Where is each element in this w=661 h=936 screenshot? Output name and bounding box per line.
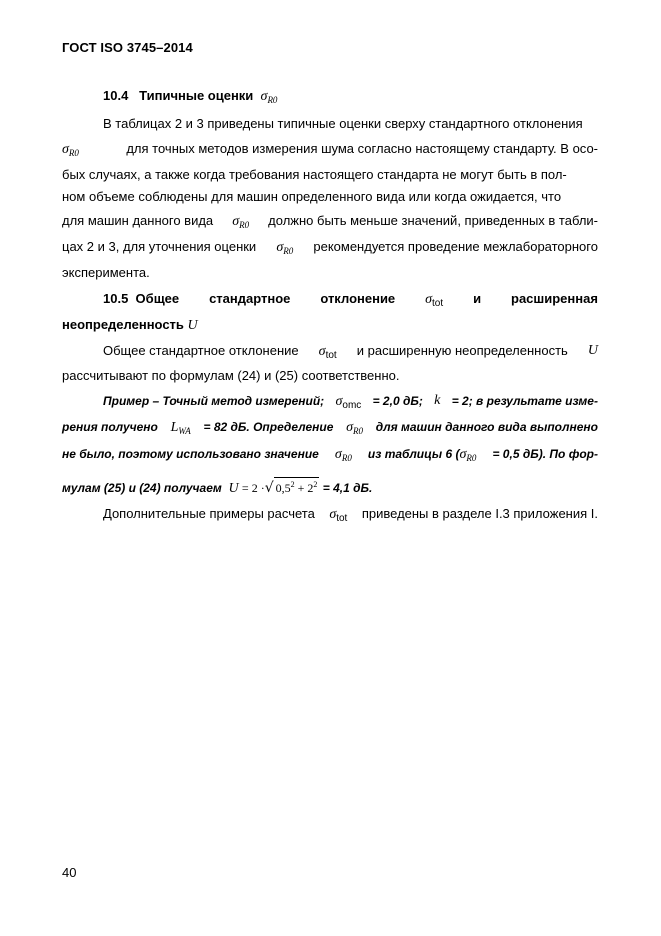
- paragraph-line: [62, 367, 598, 385]
- section-10-4-heading: [103, 87, 598, 105]
- text-span: Пример – Точный метод измерений;: [103, 394, 325, 408]
- text-span: должно быть меньше значений, приведенных в табли-: [268, 213, 598, 228]
- subscript-tot: tot: [336, 513, 348, 524]
- text-span: Дополнительные примеры расчета: [103, 506, 315, 521]
- sqrt-icon: √: [264, 480, 274, 496]
- example-line: [62, 418, 598, 436]
- formula-eq: = 2 ·: [241, 481, 265, 495]
- text-span: приведены в разделе I.3 приложения I.: [361, 506, 598, 521]
- section-10-5-heading: [103, 290, 598, 308]
- document-header: ГОСТ ISO 3745–2014: [62, 40, 193, 55]
- sigma-symbol: σ: [318, 344, 326, 359]
- subscript-tot: tot: [325, 350, 337, 361]
- text-span: = 82 дБ. Определение: [203, 420, 334, 434]
- sigma-symbol: σ: [260, 89, 268, 104]
- text-span: ном объеме соблюдены для машин определенного вида или когда ожидается, что: [62, 189, 562, 204]
- sigma-symbol: σ: [232, 214, 240, 229]
- text-span: для машин данного вида: [62, 213, 214, 228]
- subscript-wa: WA: [178, 426, 191, 436]
- example-line: [62, 445, 598, 463]
- text-span: рассчитывают по формулам (24) и (25) соответственно.: [62, 368, 400, 383]
- text-span: эксперимента.: [62, 265, 150, 280]
- paragraph-line: [62, 188, 598, 206]
- page-number: 40: [62, 865, 77, 880]
- paragraph-line: [62, 238, 598, 256]
- u-symbol: U: [587, 343, 598, 358]
- l-symbol: L: [170, 420, 179, 435]
- formula: [228, 481, 322, 495]
- text-span: не было, поэтому использовано значение: [62, 447, 319, 461]
- text-span: для точных методов измерения шума согласно настоящему стандарту. В осо-: [126, 141, 598, 156]
- sigma-symbol: σ: [276, 240, 284, 255]
- paragraph-line: [62, 212, 598, 230]
- paragraph-line: [103, 342, 598, 360]
- text-span: и расширенную неопределенность: [356, 343, 568, 358]
- subscript-r0: R0: [68, 148, 79, 158]
- text-span: бых случаях, а также когда требования настоящего стандарта не могут быть в пол-: [62, 167, 567, 182]
- text-span: из таблицы 6 (: [367, 447, 460, 461]
- paragraph-line: [103, 505, 598, 523]
- paragraph-line: [62, 264, 598, 282]
- sigma-symbol: σ: [62, 142, 69, 157]
- text-span: мулам (25) и (24) получаем: [62, 481, 222, 495]
- subscript-r0: R0: [341, 453, 352, 463]
- paragraph-line: [103, 115, 598, 133]
- sigma-symbol: σ: [329, 507, 337, 522]
- heading-word: стандартное: [209, 291, 291, 306]
- radicand: $0,5^2 + 2^2$: [274, 477, 320, 495]
- sigma-symbol: σ: [334, 447, 342, 462]
- sigma-symbol: σ: [425, 292, 433, 307]
- subscript-r0: R0: [239, 220, 250, 230]
- u-symbol: U: [187, 318, 198, 333]
- subscript-r0: R0: [267, 95, 278, 105]
- heading-word: отклонение: [320, 291, 396, 306]
- text-span: = 4,1 дБ.: [322, 481, 373, 495]
- text-span: рения получено: [62, 420, 158, 434]
- section-title: Типичные оценки: [139, 88, 254, 103]
- heading-word: неопределенность: [62, 317, 184, 332]
- subscript-omc: omc: [342, 400, 362, 411]
- sigma-symbol: σ: [459, 447, 467, 462]
- text-span: = 0,5 дБ). По фор-: [492, 447, 598, 461]
- k-symbol: k: [434, 393, 441, 408]
- text-span: для машин данного вида выполнено: [375, 420, 598, 434]
- paragraph-line: [62, 140, 598, 158]
- section-number: 10.5 Общее: [103, 291, 180, 306]
- example-line: [103, 392, 598, 410]
- section-number: 10.4: [103, 88, 129, 103]
- paragraph-line: [62, 166, 598, 184]
- sigma-symbol: σ: [335, 394, 343, 409]
- example-line: [62, 477, 598, 495]
- text-span: рекомендуется проведение межлабораторного: [313, 239, 598, 254]
- u-symbol: U: [228, 481, 239, 496]
- subscript-tot: tot: [432, 298, 444, 309]
- heading-word: и: [473, 291, 482, 306]
- subscript-r0: R0: [466, 453, 477, 463]
- heading-word: расширенная: [511, 291, 598, 306]
- section-10-5-heading-cont: [62, 316, 598, 334]
- text-span: Общее стандартное отклонение: [103, 343, 299, 358]
- sigma-symbol: σ: [346, 420, 353, 435]
- text-span: цах 2 и 3, для уточнения оценки: [62, 239, 257, 254]
- text-span: В таблицах 2 и 3 приведены типичные оценки сверху стандартного отклонения: [103, 116, 583, 131]
- text-span: = 2; в результате изме-: [451, 394, 598, 408]
- subscript-r0: R0: [353, 426, 363, 436]
- subscript-r0: R0: [283, 246, 294, 256]
- text-span: = 2,0 дБ;: [372, 394, 423, 408]
